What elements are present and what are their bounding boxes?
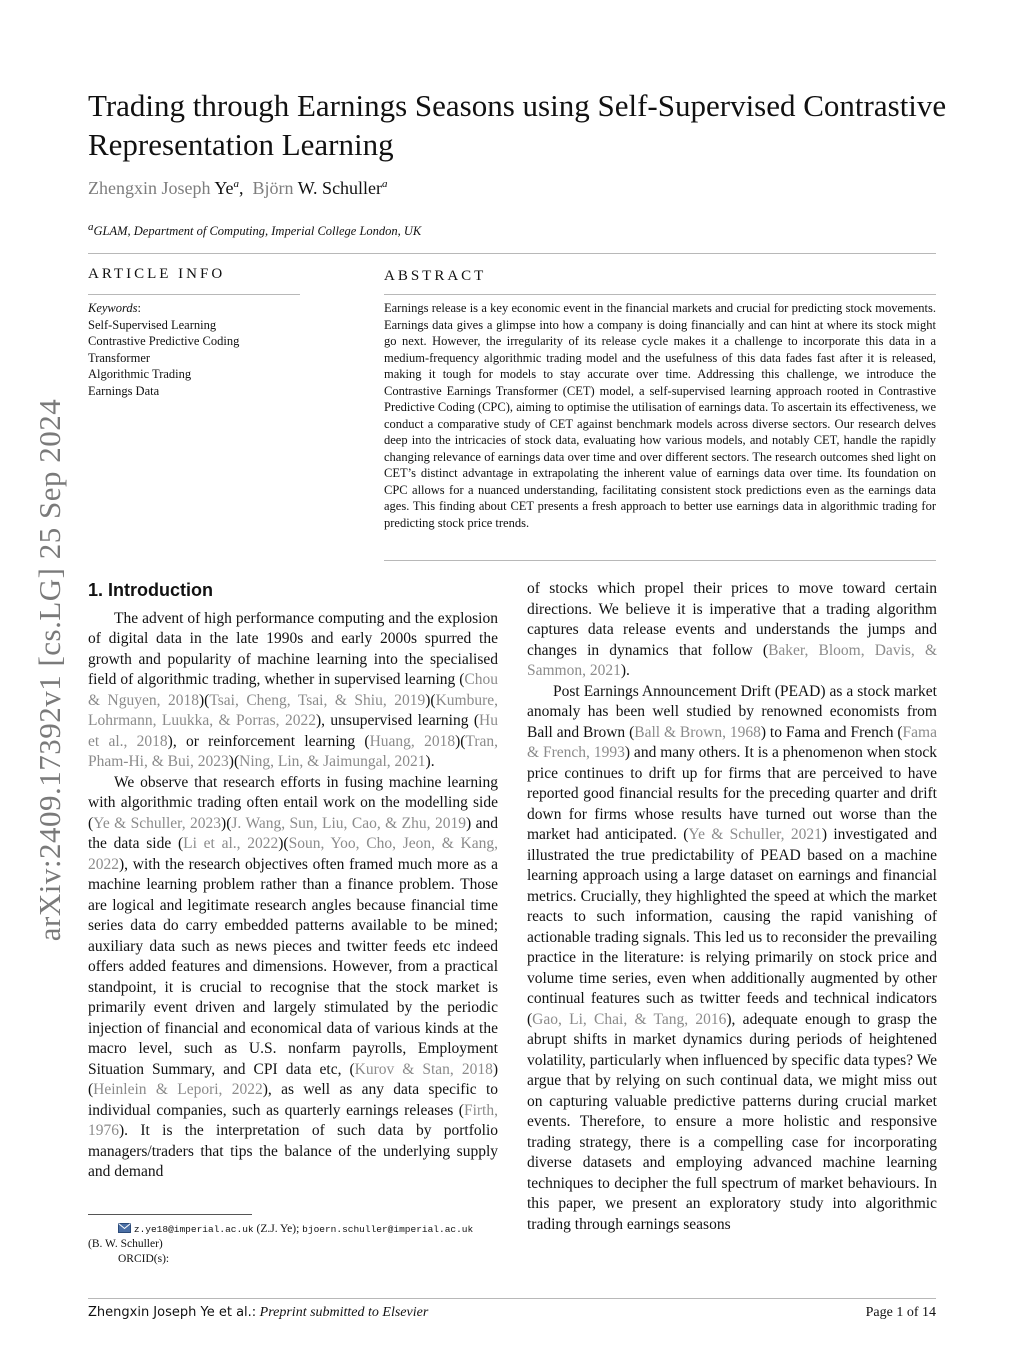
left-column bbox=[88, 580, 498, 1183]
footnote-divider bbox=[88, 1214, 252, 1215]
author-1-sup: a bbox=[233, 178, 240, 190]
citation-link[interactable]: Soun, Yoo, Cho, Jeon, & Kang, 2022 bbox=[88, 835, 499, 873]
page-number: Page 1 of 14 bbox=[865, 1305, 936, 1320]
body-text: ), unsupervised learning ( bbox=[315, 712, 480, 729]
abstract-top-divider bbox=[384, 294, 936, 295]
body-text: )( bbox=[228, 753, 240, 770]
orcid-label: ORCID(s): bbox=[118, 1253, 170, 1265]
citation-link[interactable]: Fama & French, 1993 bbox=[527, 723, 937, 761]
citation-link[interactable]: Baker, Bloom, Davis, & Sammon, 2021 bbox=[527, 641, 937, 679]
body-text: )( bbox=[455, 732, 466, 750]
citation-link[interactable]: J. Wang, Sun, Liu, Cao, & Zhu, 2019 bbox=[231, 814, 466, 832]
article-info-heading: ARTICLE INFO bbox=[88, 266, 226, 282]
keywords-block: Keywords: Self-Supervised Learning Contrastive Predictive Coding Transformer Algorithmic Trading Earnings Data bbox=[88, 301, 240, 398]
citation-link[interactable]: Kumbure, Lohrmann, Luukka, & Porras, 2022 bbox=[88, 691, 498, 729]
citation-link[interactable]: Ning, Lin, & Jaimungal, 2021 bbox=[239, 753, 426, 770]
footer-left bbox=[88, 1305, 428, 1321]
email-2-owner: (B. W. Schuller) bbox=[88, 1238, 163, 1250]
body-text: ). bbox=[425, 753, 435, 770]
intro-paragraph-1 bbox=[88, 609, 498, 773]
arxiv-sidebar bbox=[28, 360, 72, 980]
right-column bbox=[527, 579, 937, 1235]
envelope-icon bbox=[118, 1223, 131, 1233]
body-text: Post Earnings Announcement Drift (PEAD) as a stock market anomaly has been well studied by renowned economists from Ball and Brown ( bbox=[527, 682, 937, 741]
body-text: ) and many others. It is a phenomenon when stock price continues to drift up for firms that are perceived to have reported good financial results for the preceding quarter and drift down for firms whose results have turned out worse than the market had anticipated. ( bbox=[527, 744, 937, 843]
citation-link[interactable]: Gao, Li, Chai, & Tang, 2016 bbox=[532, 1010, 727, 1028]
citation-link[interactable]: Ye & Schuller, 2021 bbox=[688, 826, 822, 843]
citation-link[interactable]: Heinlein & Lepori, 2022 bbox=[93, 1081, 263, 1098]
citation-link[interactable]: Chou & Nguyen, 2018 bbox=[88, 671, 498, 709]
author-separator: , bbox=[239, 178, 244, 198]
footer-divider bbox=[88, 1298, 936, 1299]
author-line bbox=[88, 178, 388, 199]
body-text: ), or reinforcement learning ( bbox=[167, 732, 370, 750]
author-1-first[interactable]: Zhengxin Joseph bbox=[88, 178, 211, 198]
keyword-item: Earnings Data bbox=[88, 383, 160, 398]
author-1-last: Ye bbox=[214, 178, 234, 198]
affiliation-sup: a bbox=[88, 221, 94, 233]
body-text: ) and the data side ( bbox=[88, 814, 498, 852]
abstract-bottom-divider bbox=[384, 560, 936, 561]
author-2-sup: a bbox=[382, 178, 388, 190]
citation-link[interactable]: Tsai, Cheng, Tsai, & Shiu, 2019 bbox=[209, 691, 426, 709]
body-text: ), with the research objectives often framed much more as a machine learning problem rather than a finance problem. Those are logical and legitimate research angles because financial time series data do carry embedded patterns available to be mined; auxiliary data such as news pieces and twitter feeds etc indeed offers added features and dimensions. However, from a practical standpoint, it is crucial to recognise that the stock market is primarily event driven and largely stimulated by the periodic injection of financial and economical data of various kinds at the macro level, such as U.S. nonfarm payrolls, Employment Situation Summary, and CPI data etc, ( bbox=[88, 855, 498, 1078]
keyword-item: Transformer bbox=[88, 350, 151, 365]
citation-link[interactable]: Tran, Pham-Hi, & Bui, 2023 bbox=[88, 732, 498, 770]
section-heading-introduction: 1. Introduction bbox=[88, 580, 213, 600]
citation-link[interactable]: Hu et al., 2018 bbox=[88, 712, 498, 750]
body-text: )( bbox=[425, 691, 436, 709]
arxiv-identifier: arXiv:2409.17392v1 [cs.LG] 25 Sep 2024 bbox=[32, 398, 67, 942]
body-text: ). It is the interpretation of such data by portfolio managers/traders that tips the balance of the underlying supply and demand bbox=[88, 1122, 498, 1180]
footer-authors: Zhengxin Joseph Ye et al.: bbox=[88, 1305, 257, 1320]
citation-link[interactable]: Huang, 2018 bbox=[369, 732, 456, 750]
keyword-item: Algorithmic Trading bbox=[88, 367, 192, 381]
intro-paragraph-2 bbox=[88, 773, 498, 1183]
footnote bbox=[88, 1222, 498, 1267]
body-text: ), adequate enough to grasp the abrupt shifts in market dynamics during periods of heightened volatility, particularly when influenced by specific data types? We argue that by relying on such continual data, we might miss out on capturing valuable predictive patterns during crucial market events. Therefore, to ensure a more holistic and responsive trading strategy, there is a compelling case for incorporating diverse datasets and employing advanced machine learning techniques to decipher the full spectrum of market behaviours. In this paper, we present an exploratory study into algorithmic trading through earnings seasons bbox=[527, 1010, 937, 1233]
affiliation-text: GLAM, Department of Computing, Imperial College London, UK bbox=[93, 224, 422, 239]
intro-paragraph-3 bbox=[527, 579, 937, 682]
affiliation bbox=[88, 221, 421, 239]
body-text: ). bbox=[620, 662, 630, 679]
email-1[interactable]: z.ye18@imperial.ac.uk bbox=[133, 1224, 254, 1235]
footer-journal: Preprint submitted to Elsevier bbox=[259, 1305, 429, 1320]
header-divider bbox=[88, 253, 936, 254]
author-2-first[interactable]: Björn bbox=[252, 178, 294, 198]
body-text: We observe that research efforts in fusing machine learning with algorithmic trading often entail work on the modelling side ( bbox=[88, 773, 498, 832]
body-text: )( bbox=[221, 814, 232, 832]
body-text: The advent of high performance computing and the explosion of digital data in the late 1990s and early 2000s spurred the growth and popularity of machine learning into the specialised field of algorithmic trading, whether in supervised learning ( bbox=[88, 609, 498, 688]
body-text: of stocks which propel their prices to move toward certain directions. We believe it is imperative that a trading algorithm captures data release events and understands the jumps and changes in dynamics that follow ( bbox=[527, 580, 937, 659]
body-text: )( bbox=[199, 691, 210, 709]
article-info-divider bbox=[88, 294, 300, 295]
keywords-label: Keywords bbox=[88, 301, 138, 315]
body-text: )( bbox=[88, 1060, 498, 1098]
citation-link[interactable]: Ball & Brown, 1968 bbox=[634, 723, 761, 741]
author-2-last: W. Schuller bbox=[297, 178, 383, 198]
citation-link[interactable]: Firth, 1976 bbox=[88, 1101, 498, 1139]
body-text: ) investigated and illustrated the true predictability of PEAD based on a machine learning approach using a large dataset on earnings and financial metrics. Crucially, they highlighted the speed at which the market reacts to such information, causing the rapid vanishing of actionable trading signals. This led us to reconsider the prevailing practice in the literature: is relying primarily on stock price and volume time series, even when additionally augmented by other continual features such as twitter feeds and technical indicators ( bbox=[527, 826, 937, 1028]
citation-link[interactable]: Ye & Schuller, 2023 bbox=[93, 814, 222, 832]
email-2[interactable]: bjoern.schuller@imperial.ac.uk bbox=[302, 1224, 474, 1235]
body-text: ) to Fama and French ( bbox=[760, 723, 903, 741]
keyword-item: Contrastive Predictive Coding bbox=[88, 334, 240, 348]
intro-paragraph-4 bbox=[527, 682, 937, 1236]
abstract-text: Earnings release is a key economic event in the financial markets and crucial for predicting stock movements. Earnings data gives a glimpse into how a company is doing financially and can hint at where its stock might go next. However, the irregularity of its release cycle makes it a challenge to incorporate this data in a medium-frequency algorithmic trading model and the usefulness of this data fades fast after it is released, making it tough for models to stay accurate over time. Addressing this challenge, we introduce the Contrastive Earnings Transformer (CET) model, a self-supervised learning approach rooted in Contrastive Predictive Coding (CPC), aiming to optimise the utilisation of earnings data. To ascertain its effectiveness, we conduct a comparative study of CET against benchmark models across diverse sectors. Our research delves deep into the intricacies of stock data, evaluating how various models, and notably CET, handle the rapidly changing relevance of earnings data over time and over different sectors. The research outcomes shed light on CET’s distinct advantage in extrapolating the inherent value of earnings data over time. Its foundation on CPC allows for a nuanced understanding, facilitating consistent stock predictions even as the earnings data ages. This finding about CET presents a fresh approach to better use earnings data in algorithmic trading for predicting stock price trends. bbox=[384, 301, 936, 530]
email-1-owner: (Z.J. Ye); bbox=[256, 1223, 300, 1235]
citation-link[interactable]: Kurov & Stan, 2018 bbox=[354, 1060, 493, 1078]
keyword-item: Self-Supervised Learning bbox=[88, 317, 217, 332]
paper-title: Trading through Earnings Seasons using Self-Supervised Contrastive Representation Learning bbox=[88, 88, 947, 162]
body-text: ), as well as any data specific to individual companies, such as quarterly earnings releases ( bbox=[88, 1081, 499, 1119]
citation-link[interactable]: Li et al., 2022 bbox=[183, 835, 279, 852]
abstract-heading: ABSTRACT bbox=[384, 268, 487, 284]
body-text: )( bbox=[278, 835, 289, 852]
